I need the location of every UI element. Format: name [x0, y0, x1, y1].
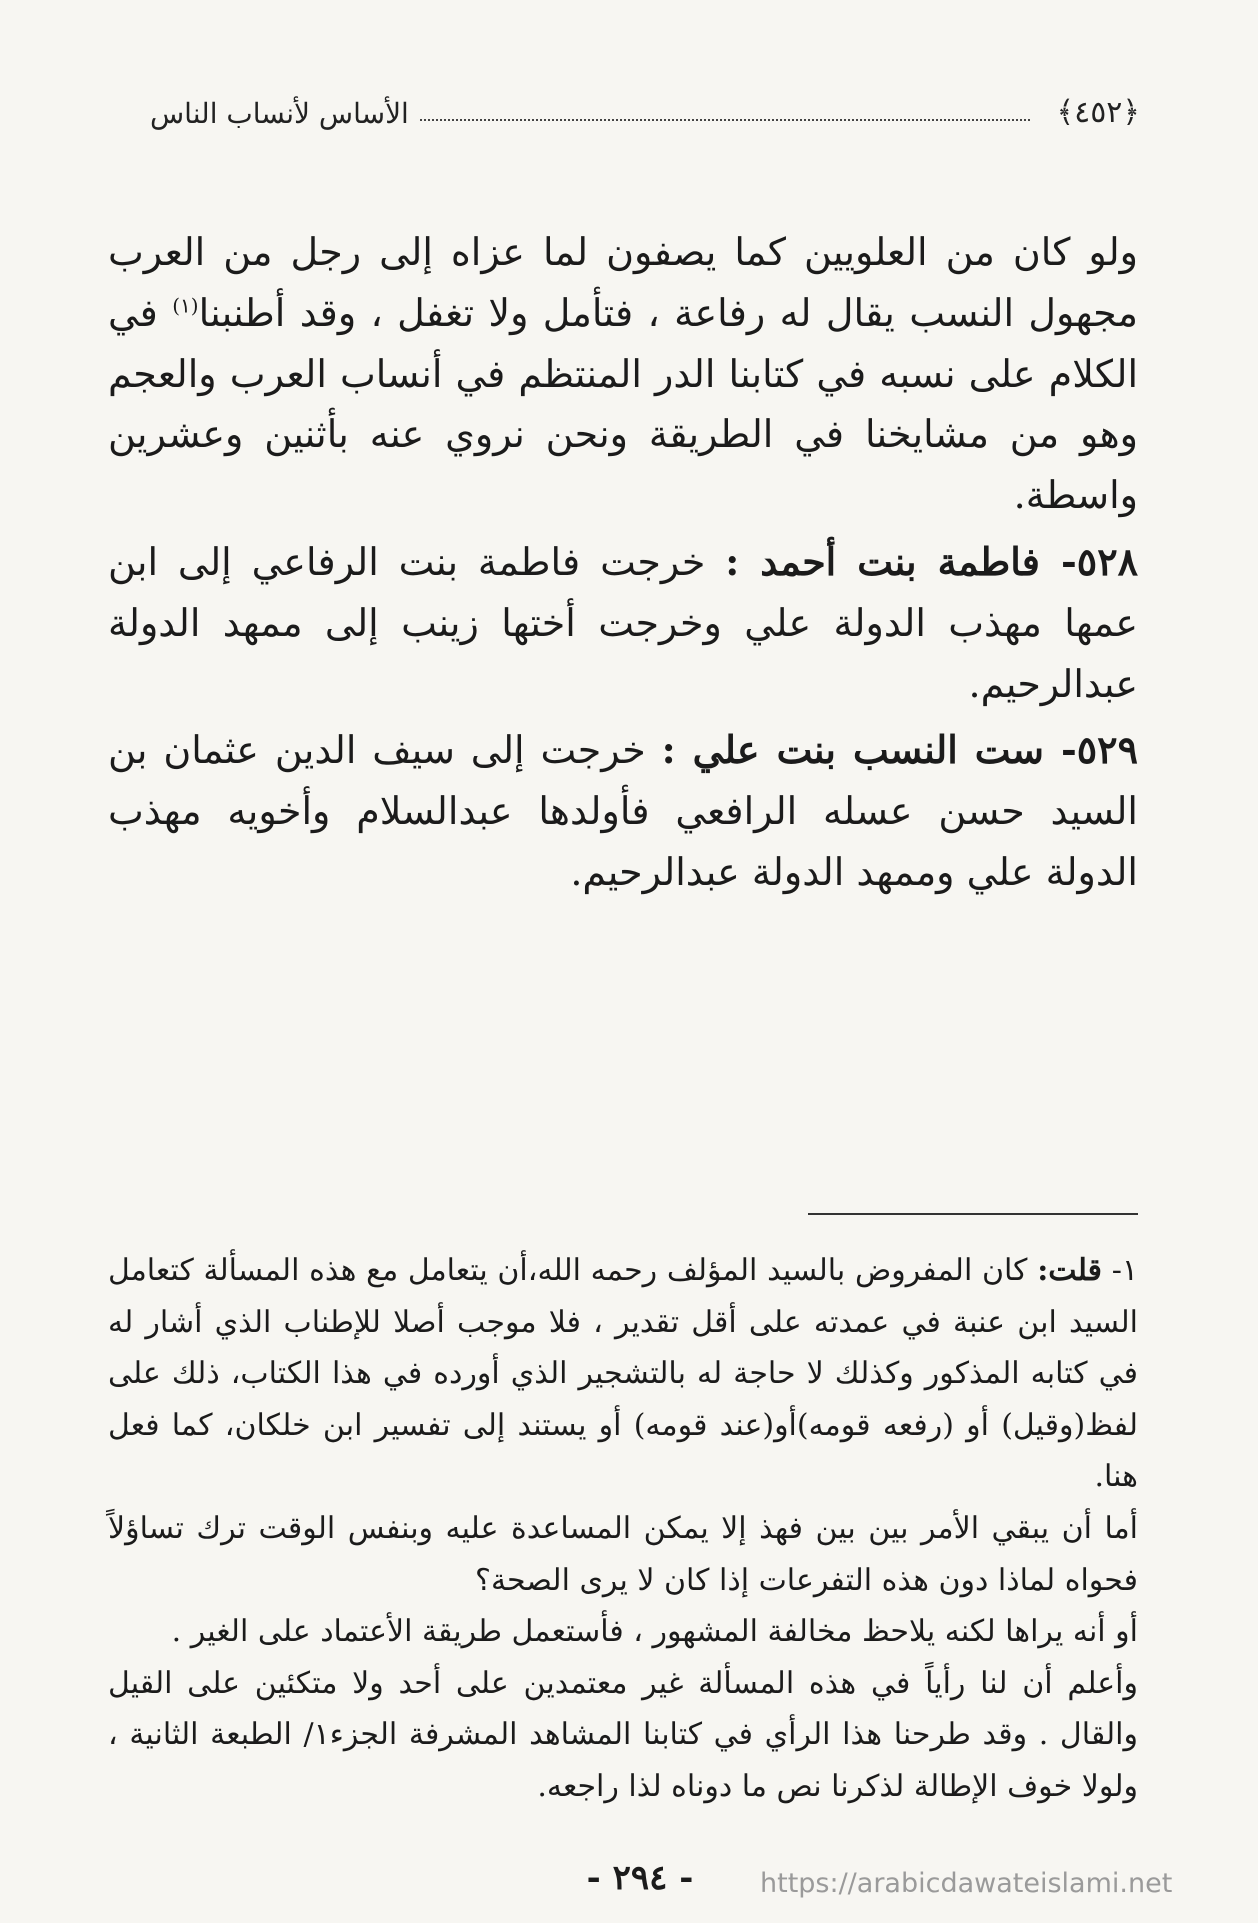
entry-528-name: فاطمة بنت أحمد : [725, 538, 1061, 584]
entry-528 [108, 532, 1138, 714]
paragraph-intro-text-b: في الكلام على نسبه في كتابنا الدر المنتظم في أنساب العرب والعجم وهو من مشايخنا في الطريقة ونحن نروي عنه بأثنين وعشرين واسطة. [108, 290, 1138, 518]
header-page-number: ﴿٤٥٢﴾ [1056, 95, 1140, 130]
entry-529-name: ست النسب بنت علي : [661, 727, 1061, 773]
footnote-marker: (١) [172, 293, 199, 318]
footnote-1 [108, 1245, 1138, 1503]
entry-529-number: ٥٢٩- [1060, 727, 1138, 773]
footnote-paragraph-3: أو أنه يراها لكنه يلاحظ مخالفة المشهور ، فأستعمل طريقة الأعتماد على الغير . [171, 1614, 1138, 1650]
entry-529-text: خرجت إلى سيف الدين عثمان بن السيد حسن عسله الرافعي فأولدها عبدالسلام وأخويه مهذب الدولة علي وممهد الدولة عبدالرحيم. [108, 728, 1138, 894]
running-header [150, 95, 1140, 145]
footnote-paragraph-2: أما أن يبقي الأمر بين بين فهذ إلا يمكن المساعدة عليه وبنفس الوقت ترك تساؤلاً فحواه لماذا دون هذه التفرعات إذا كان لا يرى الصحة؟ [108, 1510, 1138, 1598]
entry-529 [108, 720, 1138, 902]
footnote-1-text: كان المفروض بالسيد المؤلف رحمه الله،أن يتعامل مع هذه المسألة كتعامل السيد ابن عنبة في عمدته على أقل تقدير ، فلا موجب أصلا للإطناب الذي أشار له في كتابه المذكور وكذلك لا حاجة له بالتشجير الذي أورده في هذا الكتاب، ذلك على لفظ(وقيل) أو (رفعه قومه)أو(عند قومه) أو يستند إلى تفسير ابن خلكان، كما فعل هنا. [108, 1253, 1138, 1495]
header-dotted-leader [420, 119, 1030, 121]
paragraph-intro [108, 222, 1138, 526]
footnote-separator [808, 1213, 1138, 1215]
header-book-title: الأساس لأنساب الناس [150, 97, 409, 130]
watermark-url: https://arabicdawateislami.net [760, 1868, 1173, 1899]
footer-page-number: - ٢٩٤ - [586, 1858, 694, 1898]
entry-528-text: خرجت فاطمة بنت الرفاعي إلى ابن عمها مهذب الدولة علي وخرجت أختها زينب إلى ممهد الدولة عبدالرحيم. [108, 539, 1138, 706]
footnote-1-prefix: ١- [1102, 1253, 1138, 1288]
paragraph-intro-text-a: ولو كان من العلويين كما يصفون لما عزاه إلى رجل من العرب مجهول النسب يقال له رفاعة ، فتأمل ولا تغفل ، وقد أطنبنا [108, 230, 1139, 335]
footnotes [108, 1245, 1138, 1813]
main-text [108, 222, 1138, 909]
footnote-paragraph-4: وأعلم أن لنا رأياً في هذه المسألة غير معتمدين على أحد ولا متكئين على القيل والقال . وقد طرحنا هذا الرأي في كتابنا المشاهد المشرفة الجزء١/ الطبعة الثانية ، ولولا خوف الإطالة لذكرنا نص ما دوناه لذا راجعه. [108, 1665, 1139, 1804]
footnote-1-label: قلت: [1037, 1253, 1102, 1288]
entry-528-number: ٥٢٨- [1061, 538, 1139, 584]
